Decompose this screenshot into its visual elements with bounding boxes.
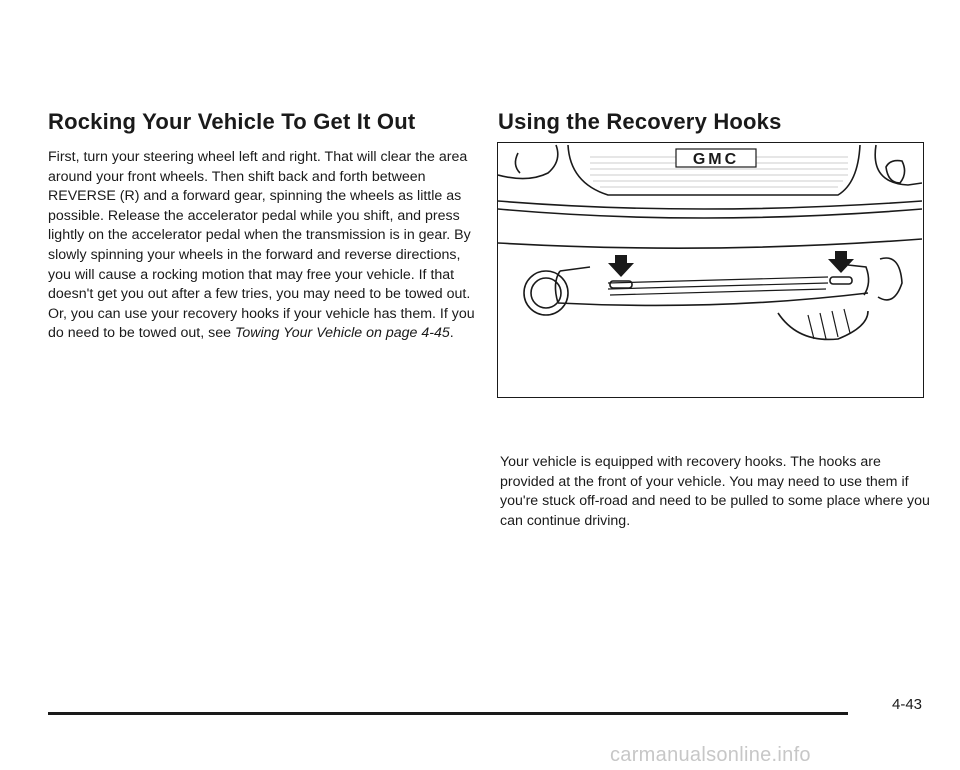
section-heading-recovery-hooks: Using the Recovery Hooks <box>498 109 782 134</box>
left-column <box>48 108 478 344</box>
footer-rule <box>48 712 848 715</box>
page-number: 4-43 <box>892 696 923 713</box>
arrow-down-icon <box>828 251 854 273</box>
rocking-text: First, turn your steering wheel left and right. That will clear the area around your front wheels. Then shift back and forth between REVERSE (R) and a forward gear, spinning the wheels as little as possible. Release the accelerator pedal while you shift, and press lightly on the accelerator pedal when the transmission is in gear. By slowly spinning your wheels in the forward and reverse directions, you will cause a rocking motion that may free your vehicle. If that doesn't get you out after a few tries, you may need to be towed out. Or, you can use your recovery hooks if your vehicle has them. If you do need to be towed out, see <box>48 149 475 342</box>
towing-reference: Towing Your Vehicle on page 4-45 <box>234 325 450 342</box>
section-heading-rocking: Rocking Your Vehicle To Get It Out <box>48 109 416 134</box>
watermark: carmanualsonline.info <box>610 744 811 766</box>
arrow-down-icon <box>608 255 634 277</box>
recovery-hooks-illustration <box>497 142 924 398</box>
gmc-logo-text: GMC <box>692 151 740 168</box>
rocking-paragraph <box>48 148 478 344</box>
reference-period: . <box>449 325 454 342</box>
recovery-hooks-paragraph: Your vehicle is equipped with recovery hooks. The hooks are provided at the front of your vehicle. You may need to use them if you're stuck off-road and need to be pulled to some place where you can continue driving. <box>500 454 930 529</box>
right-column <box>498 108 938 136</box>
